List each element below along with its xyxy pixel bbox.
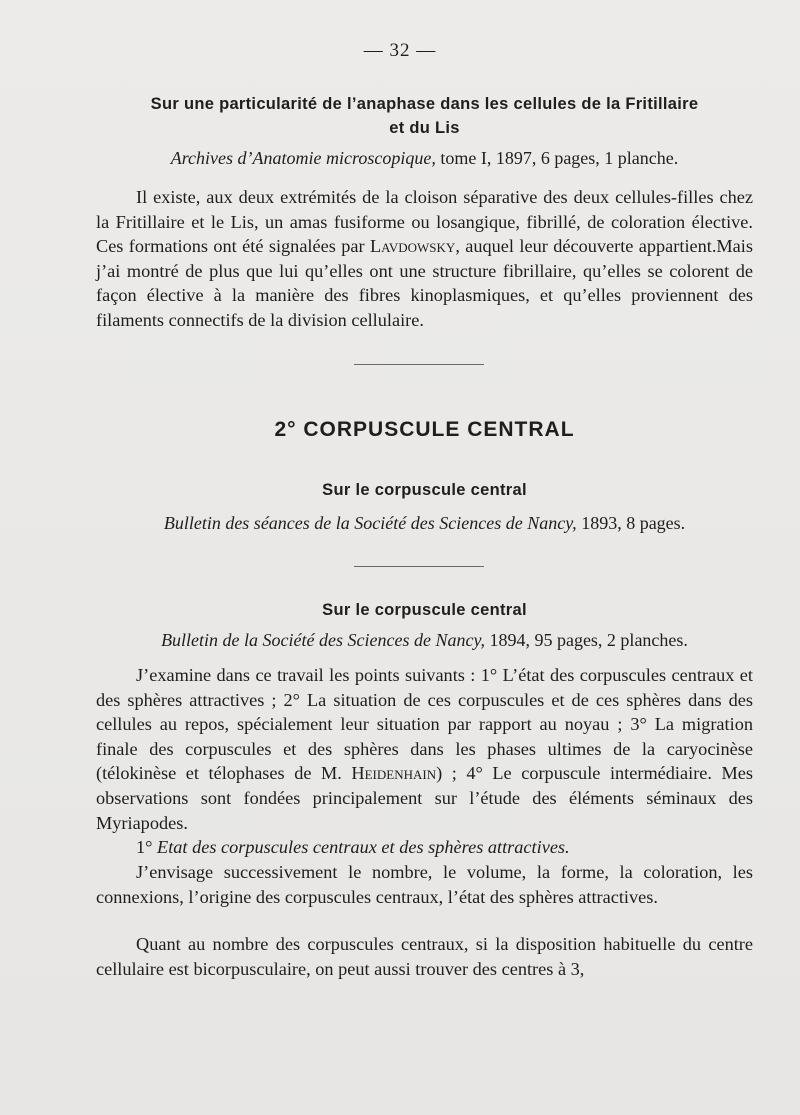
section-2-citation-journal: Bulletin des séances de la Société des Sciences de Nancy, (163, 513, 577, 533)
chapter-heading: 2° CORPUSCULE CENTRAL (274, 418, 575, 441)
section-3-subheading (96, 835, 753, 860)
section-3-paragraph-2: J’envisage successivement le nombre, le volume, la forme, la coloration, les connexions, l’origine des corpuscules centraux, l’état des sphères attractives. (96, 862, 753, 907)
section-3-paragraph-3: Quant au nombre des corpuscules centraux, si la disposition habituelle du centre cellulaire est bicorpusculaire, on peut aussi trouver des centres à 3, (96, 934, 753, 979)
section-2-title: Sur le corpuscule central (322, 481, 527, 499)
section-1-title-line-1: Sur une particularité de l’anaphase dans les cellules de la Fritillaire (150, 95, 699, 113)
section-3-paragraph-1-text-b: ) ; 4° Le corpuscule intermédiaire. Mes observations sont fondées principalement sur l’étude des éléments séminaux des Myriapodes. (96, 763, 754, 833)
separator-rule-1 (354, 364, 484, 365)
section-3-paragraph-1 (96, 663, 753, 835)
section-2-citation (96, 513, 753, 534)
section-1-citation (96, 148, 753, 169)
section-1-title-line-2: et du Lis (389, 119, 460, 137)
section-1-paragraph-text-a: Il existe, aux deux extrémités de la cloison séparative des deux cellules-filles chez la Fritillaire et le Lis, un amas fusiforme ou losangique, fibrillé, de coloration élective. Ces formations ont été signalées par (96, 187, 753, 257)
author-name-lavdowsky: Lavdowsky (369, 236, 456, 257)
section-1-paragraph (96, 185, 753, 333)
section-3-citation-journal: Bulletin de la Société des Sciences de Nancy, (161, 630, 485, 650)
section-1-paragraph-text-b: , auquel leur découverte appartient.Mais j’ai montré de plus que lui qu’elles ont une structure fibrillaire, qu’elles se colorent de façon élective à la manière des fibres kinoplasmiques, et qu’elles proviennent des filaments connectifs de la division cellulaire. (96, 236, 753, 330)
subheading-number: 1° (136, 837, 153, 857)
separator-rule-2 (354, 566, 484, 567)
section-3-citation (96, 630, 753, 651)
section-1-citation-details: tome I, 1897, 6 pages, 1 planche. (435, 148, 679, 168)
author-name-heidenhain: Heidenhain (351, 763, 437, 784)
subheading-text: Etat des corpuscules centraux et des sphères attractives. (157, 837, 570, 857)
page-number: — 32 — (363, 40, 437, 61)
section-1-citation-journal: Archives d’Anatomie microscopique, (170, 148, 436, 168)
section-1-title (96, 92, 753, 140)
section-3-paragraph-1-text-a: J’examine dans ce travail les points suivants : 1° L’état des corpuscules centraux et des sphères attractives ; 2° La situation de ces corpuscules et de ces sphères dans des cellules au repos, spécialement leur situation par rapport au noyau ; 3° La migration finale des corpuscules et des sphères dans les phases ultimes de la caryocinèse (télokinèse et télophases de M. (96, 665, 753, 784)
section-2-citation-details: 1893, 8 pages. (576, 513, 686, 533)
section-3-citation-details: 1894, 95 pages, 2 planches. (484, 630, 688, 650)
section-3-title: Sur le corpuscule central (322, 601, 527, 619)
